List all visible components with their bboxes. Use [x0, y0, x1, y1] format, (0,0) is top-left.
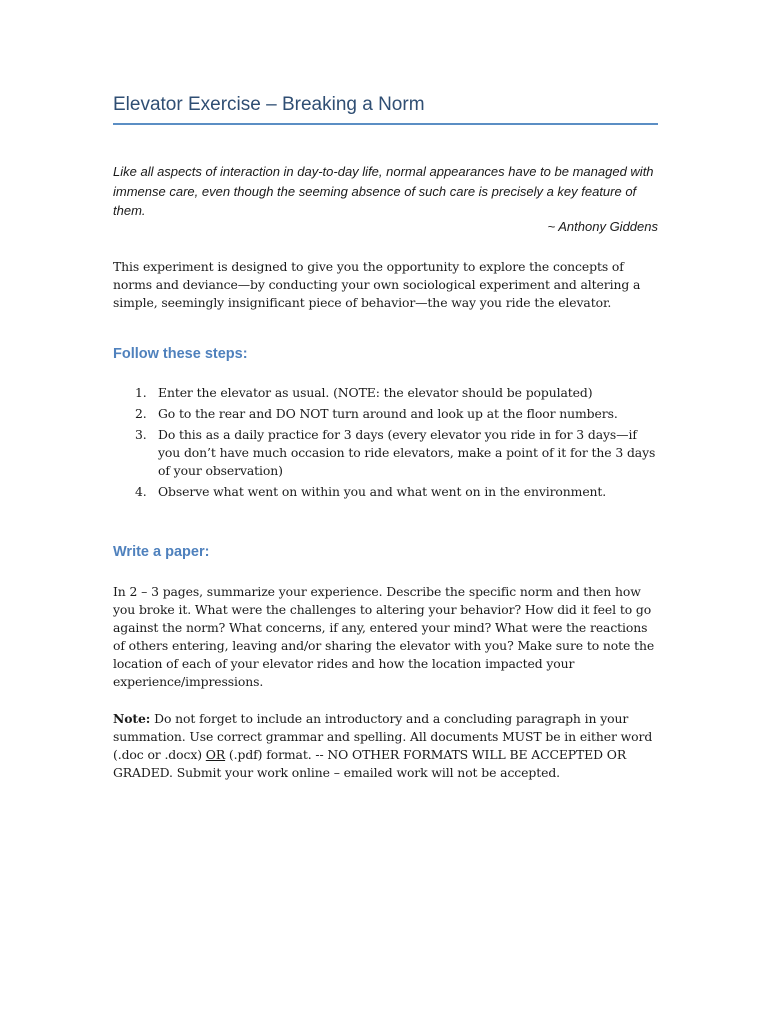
list-item-number: 1.: [135, 385, 147, 400]
note-paragraph: [113, 710, 658, 782]
list-item-text: Do this as a daily practice for 3 days (every elevator you ride in for 3 days—if you don’t have much occasion to ride elevators, make a point of it for the 3 days of your observation): [158, 427, 656, 478]
list-item: [113, 405, 658, 423]
epigraph-quote: Like all aspects of interaction in day-to-day life, normal appearances have to be managed with immense care, even though the seeming absence of such care is precisely a key feature of them.: [113, 164, 654, 218]
document-title: Elevator Exercise – Breaking a Norm: [113, 94, 658, 125]
note-or-underlined: OR: [205, 747, 226, 762]
list-item-number: 4.: [135, 484, 147, 499]
list-item-number: 3.: [135, 427, 147, 442]
paper-heading: Write a paper:: [113, 544, 210, 560]
list-item: [113, 483, 658, 501]
list-item-text: Observe what went on within you and what went on in the environment.: [158, 484, 607, 499]
note-text-part-1: Do not forget to include an introductory and a concluding paragraph in your summation. Use correct grammar and spelling. All documents MUST be in either word (.doc or .docx): [113, 711, 653, 762]
steps-heading: Follow these steps:: [113, 346, 248, 362]
list-item: [113, 384, 658, 402]
note-label: Note:: [113, 711, 151, 726]
paper-instructions-paragraph: In 2 – 3 pages, summarize your experience. Describe the specific norm and then how you broke it. What were the challenges to altering your behavior? How did it feel to go against the norm? What concerns, if any, entered your mind? What were the reactions of others entering, leaving and/or sharing the elevator with you? Make sure to note the location of each of your elevator rides and how the location impacted your experience/impressions.: [113, 584, 655, 689]
list-item: [113, 426, 658, 480]
quote-attribution: ~ Anthony Giddens: [547, 219, 658, 234]
list-item-text: Go to the rear and DO NOT turn around and look up at the floor numbers.: [158, 406, 618, 421]
list-item-number: 2.: [135, 406, 147, 421]
note-text-part-2: (.pdf) format. -- NO OTHER FORMATS WILL BE ACCEPTED OR GRADED. Submit your work online – emailed work will not be accepted.: [113, 747, 627, 780]
intro-paragraph: This experiment is designed to give you the opportunity to explore the concepts of norms and deviance—by conducting your own sociological experiment and altering a simple, seemingly insignificant piece of behavior—the way you ride the elevator.: [113, 259, 641, 310]
list-item-text: Enter the elevator as usual. (NOTE: the elevator should be populated): [158, 385, 593, 400]
steps-list: [113, 384, 658, 504]
